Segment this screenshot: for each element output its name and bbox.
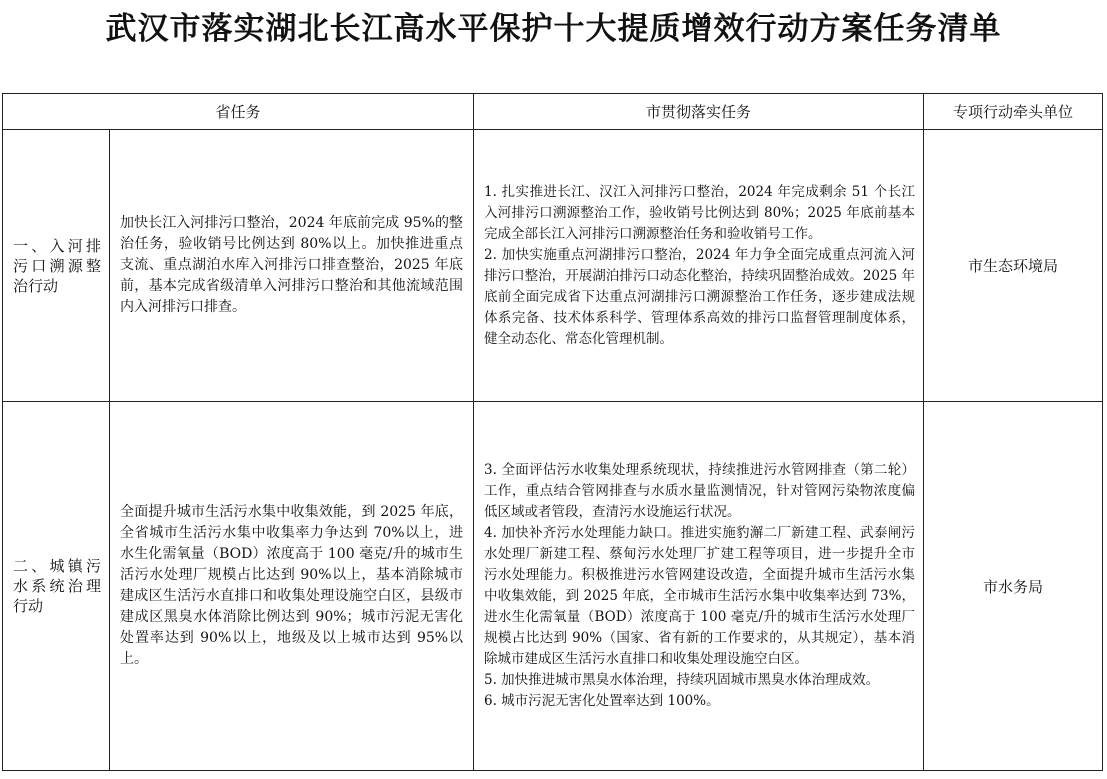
city-task-cell bbox=[474, 130, 924, 402]
header-lead-unit: 专项行动牵头单位 bbox=[924, 94, 1103, 130]
lead-unit: 市水务局 bbox=[924, 402, 1103, 771]
action-category: 二、城镇污水系统治理行动 bbox=[3, 402, 110, 771]
provincial-task-text: 加快长江入河排污口整治，2024 年底前完成 95%的整治任务，验收销号比例达到 80%以上。加快推进重点支流、重点湖泊水库入河排污口排查整治，2025 年底前，基本完成省级清单入河排污口整治和其他流域范围内入河排污口排查。 bbox=[110, 130, 474, 402]
city-task-item: 3. 全面评估污水收集处理系统现状，持续推进污水管网排查（第二轮）工作，重点结合管网排查与水质水量监测情况，针对管网污染物浓度偏低区域或者管段，查清污水设施运行状况。 bbox=[484, 462, 916, 520]
action-category: 一、入河排污口溯源整治行动 bbox=[3, 130, 110, 402]
provincial-task-text: 全面提升城市生活污水集中收集效能，到 2025 年底，全省城市生活污水集中收集率力争达到 70%以上，进水生化需氧量（BOD）浓度高于 100 毫克/升的城市生活污水处理厂规模占比达到 90%以上，基本消除城市建成区生活污水直排口和收集处理设施空白区，县级市建成区黑臭水体消除比例达到 90%；城市污泥无害化处置率达到 90%以上，地级及以上城市达到 95%以上。 bbox=[110, 402, 474, 771]
city-task-item: 6. 城市污泥无害化处置率达到 100%。 bbox=[484, 693, 720, 709]
lead-unit: 市生态环境局 bbox=[924, 130, 1103, 402]
header-provincial-task: 省任务 bbox=[3, 94, 474, 130]
document-title: 武汉市落实湖北长江高水平保护十大提质增效行动方案任务清单 bbox=[105, 11, 1002, 47]
table-header-row bbox=[3, 94, 1103, 130]
city-task-item: 4. 加快补齐污水处理能力缺口。推进实施豹澥二厂新建工程、武泰闸污水处理厂新建工程、蔡甸污水处理厂扩建工程等项目，进一步提升全市污水处理能力。积极推进污水管网建设改造，全面提升城市生活污水集中收集效能，到 2025 年底，全市城市生活污水集中收集率达到 73%，进水生化需氧量（BOD）浓度高于 100 毫克/升的城市生活污水处理厂规模占比达到 90%（国家、省有新的工作要求的，从其规定），基本消除城市建成区生活污水直排口和收集处理设施空白区。 bbox=[484, 525, 916, 667]
city-task-item: 5. 加快推进城市黑臭水体治理，持续巩固城市黑臭水体治理成效。 bbox=[484, 672, 880, 688]
header-city-task: 市贯彻落实任务 bbox=[474, 94, 924, 130]
city-task-cell bbox=[474, 402, 924, 771]
city-task-item: 1. 扎实推进长江、汉江入河排污口整治，2024 年完成剩余 51 个长江入河排污口溯源整治工作，验收销号比例达到 80%；2025 年底前基本完成全部长江入河排污口溯源整治任务和验收销号工作。 bbox=[484, 183, 916, 242]
city-task-item: 2. 加快实施重点河湖排污口整治，2024 年力争全面完成重点河流入河排污口整治，开展湖泊排污口动态化整治，持续巩固整治成效。2025 年底前全面完成省下达重点河湖排污口溯源整治工作任务，逐步建成法规体系完备、技术体系科学、管理体系高效的排污口监督管理制度体系，健全动态化、常态化管理机制。 bbox=[484, 246, 916, 347]
table-row bbox=[3, 130, 1103, 402]
task-list-table bbox=[2, 93, 1103, 771]
table-row bbox=[3, 402, 1103, 771]
